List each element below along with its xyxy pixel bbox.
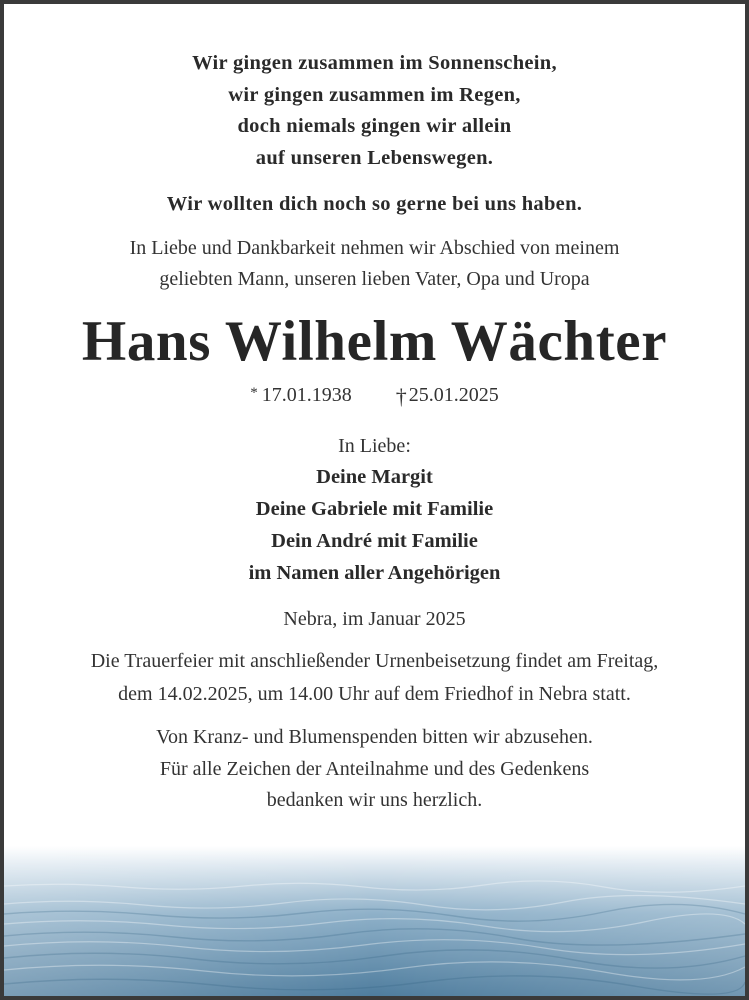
mourner: Dein André mit Familie [271, 530, 478, 552]
mourner: Deine Margit [316, 466, 433, 488]
mourner: Deine Gabriele mit Familie [255, 498, 494, 520]
water-image [4, 846, 745, 996]
water-illustration [4, 846, 745, 996]
flowers-line: bedanken wir uns herzlich. [266, 789, 483, 811]
ceremony-line: dem 14.02.2025, um 14.00 Uhr auf dem Friedhof in Nebra statt. [118, 682, 631, 705]
mourners-list [4, 461, 745, 589]
life-dates [4, 379, 745, 411]
poem [4, 4, 745, 174]
birth-date: 17.01.1938 [261, 384, 352, 406]
intro-line: geliebten Mann, unseren lieben Vater, Opa und Uropa [159, 268, 590, 290]
poem-line: auf unseren Lebenswegen. [255, 146, 494, 169]
poem-line: wir gingen zusammen im Regen, [228, 83, 521, 106]
place-date: Nebra, im Januar 2025 [283, 608, 466, 630]
notice-content [4, 4, 745, 817]
deceased-name: Hans Wilhelm Wächter [81, 310, 668, 373]
poem-line: Wir gingen zusammen im Sonnenschein, [192, 52, 557, 74]
poem-line: doch niemals gingen wir allein [237, 115, 512, 137]
cross-icon: † [395, 384, 407, 409]
intro-text [4, 233, 745, 295]
wish-line: Wir wollten dich noch so gerne bei uns haben. [166, 193, 583, 215]
flowers-line: Für alle Zeichen der Anteilnahme und des Gedenkens [159, 757, 590, 780]
ceremony-line: Die Trauerfeier mit anschließender Urnenbeisetzung findet am Freitag, [90, 650, 659, 672]
flowers-line: Von Kranz- und Blumenspenden bitten wir abzusehen. [156, 726, 593, 748]
birth-symbol: * [250, 385, 258, 401]
in-liebe-label: In Liebe: [338, 435, 411, 457]
death-date: 25.01.2025 [408, 384, 499, 406]
intro-line: In Liebe und Dankbarkeit nehmen wir Abschied von meinem [129, 237, 620, 259]
mourner: im Namen aller Angehörigen [248, 562, 501, 584]
flowers-note [4, 722, 745, 817]
ceremony-info [4, 645, 745, 710]
